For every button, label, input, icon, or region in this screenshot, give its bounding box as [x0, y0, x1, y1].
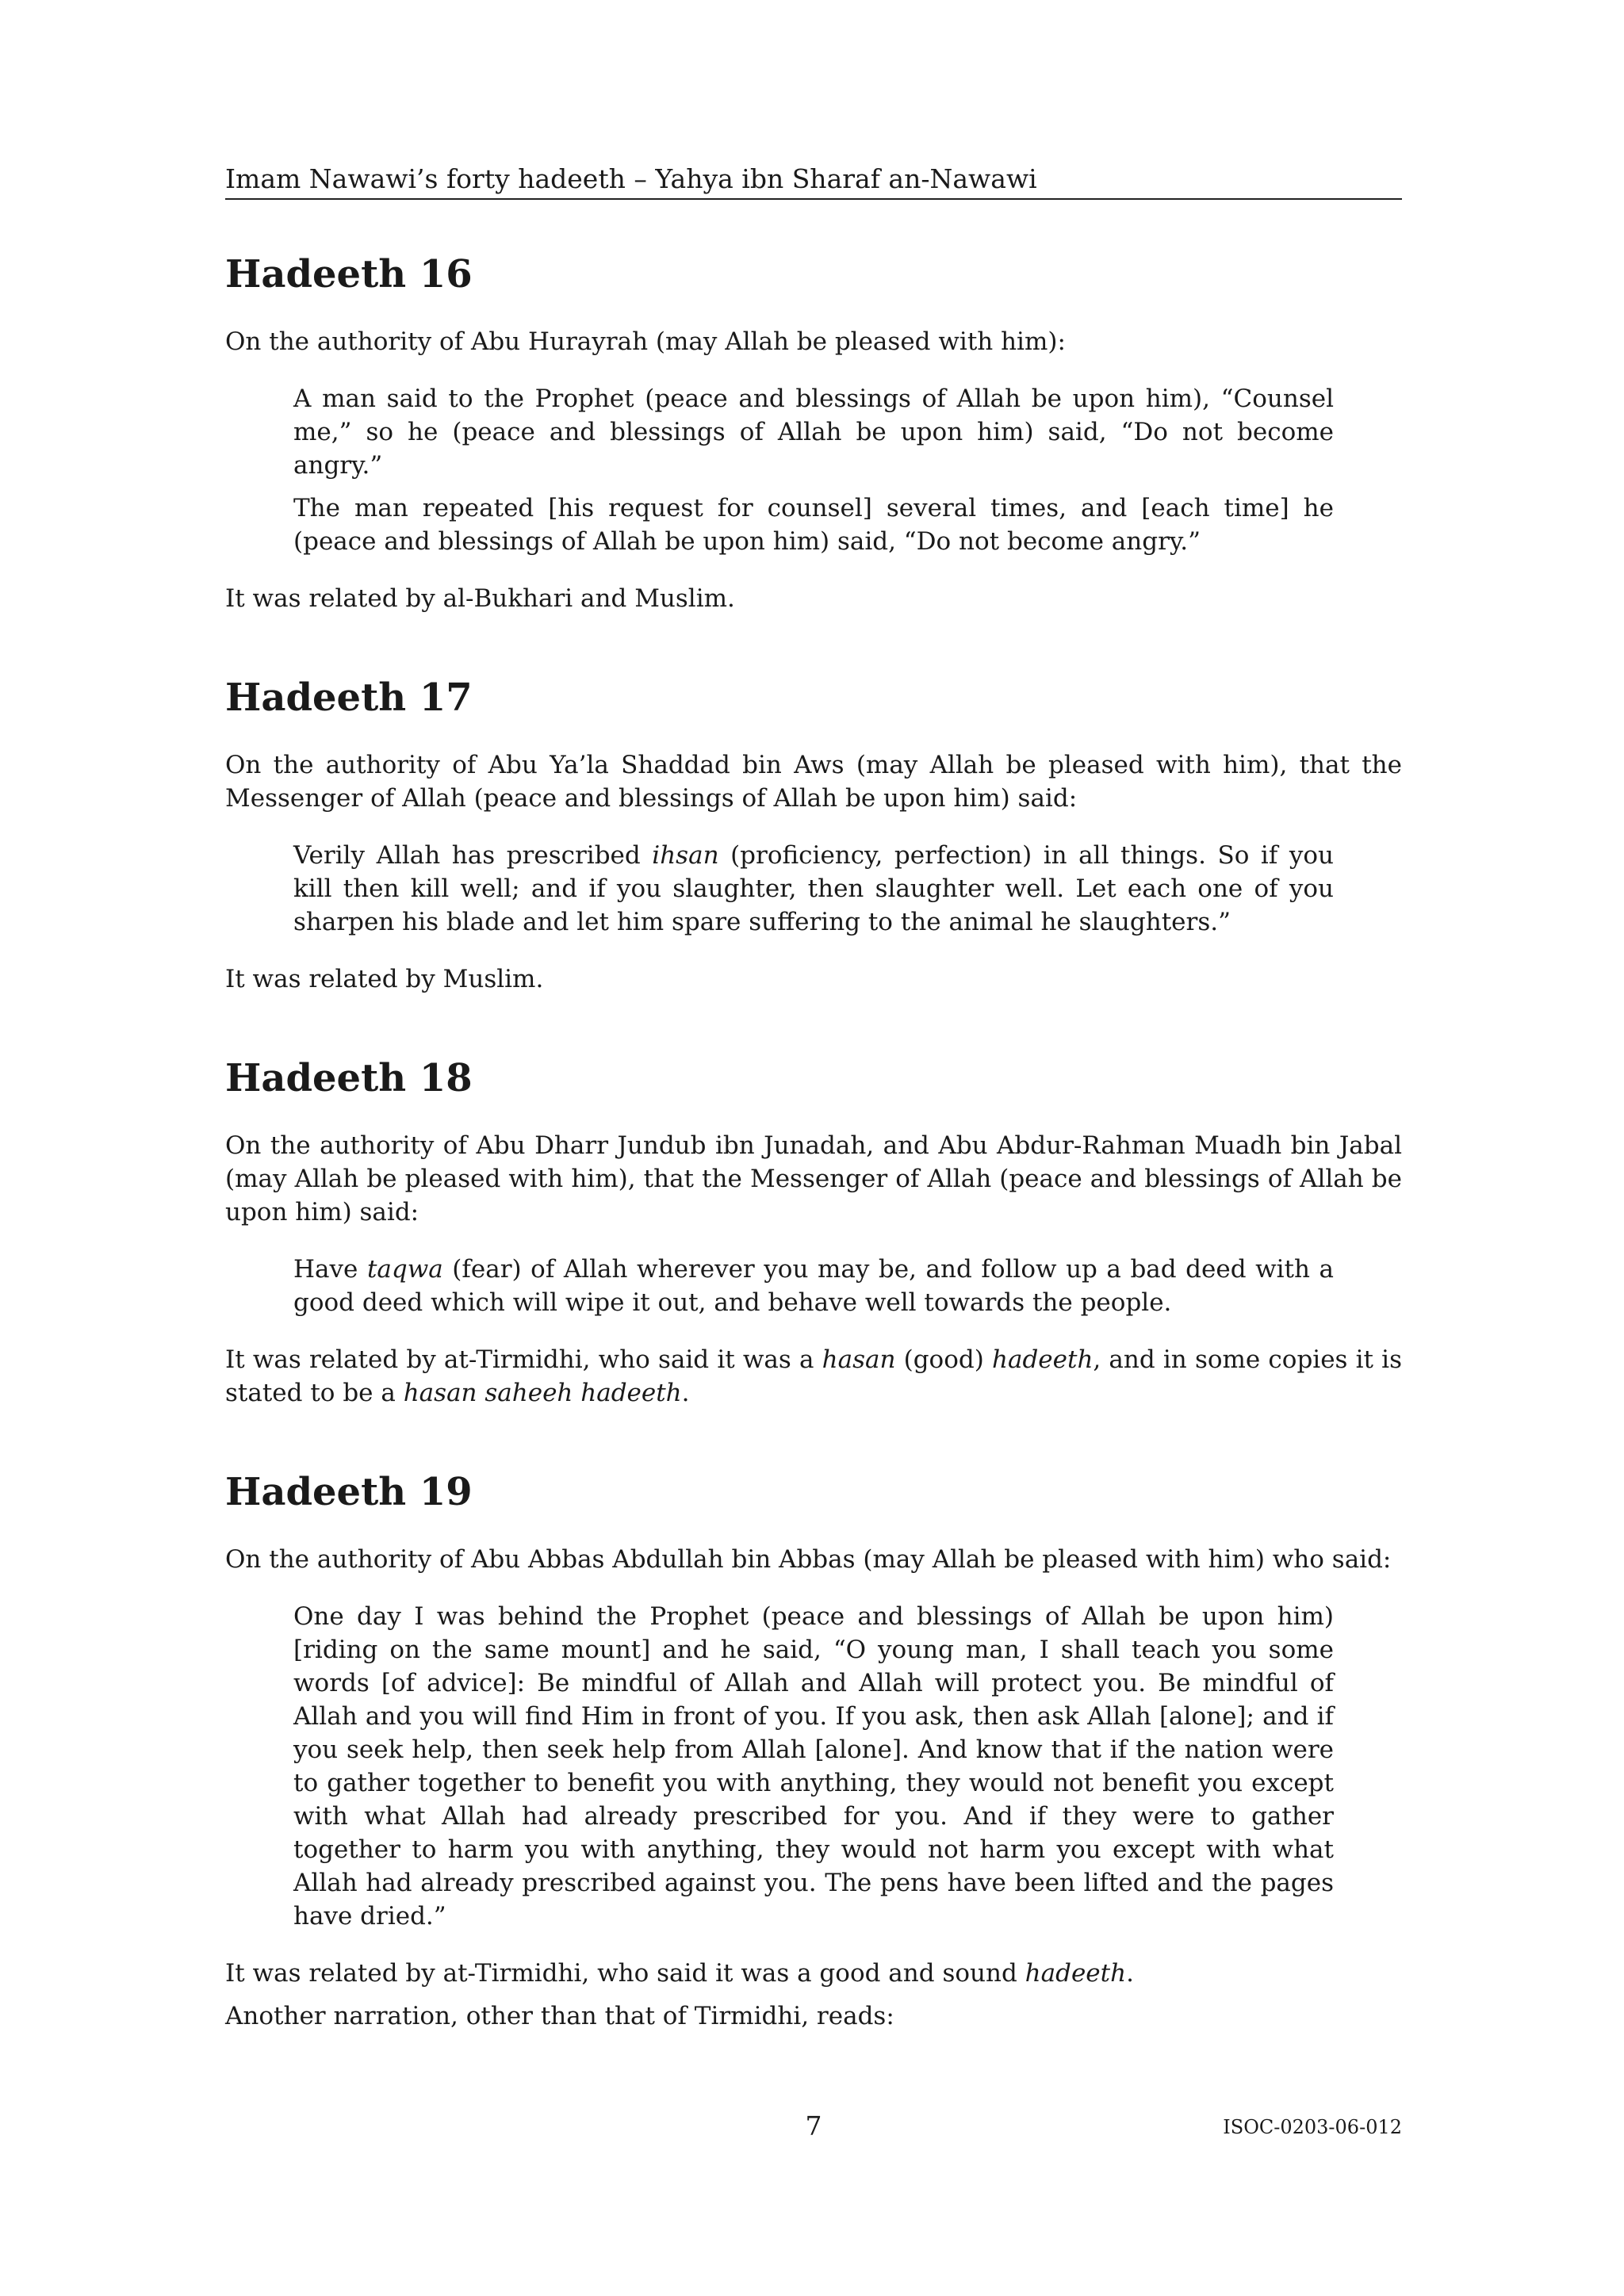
hadeeth-18-source-term-1: hasan: [822, 1345, 896, 1374]
hadeeth-17-quote-text-2: (proficiency, perfection) in all things. So if you kill then kill well; and if you slaughter, then slaughter well. Let each one of you sharpen his blade and let him spare suffering to the animal he slaughters.”: [293, 841, 1335, 936]
hadeeth-18-intro: On the authority of Abu Dharr Jundub ibn Junadah, and Abu Abdur-Rahman Muadh bin Jabal (may Allah be pleased with him), that the Messenger of Allah (peace and blessings of Allah be upon him) said:: [225, 1131, 1402, 1226]
hadeeth-18-source-text-1: It was related by at-Tirmidhi, who said it was a: [225, 1345, 822, 1374]
hadeeth-19-quote-para: One day I was behind the Prophet (peace and blessings of Allah be upon him) [riding on the same mount] and he said, “O young man, I shall teach you some words [of advice]: Be mindful of Allah and Allah will protect you. Be mindful of Allah and you will find Him in front of you. If you ask, then ask Allah [alone]; and if you seek help, then seek help from Allah [alone]. And know that if the nation were to gather together to benefit you with anything, they would not benefit you except with what Allah had already prescribed for you. And if they were to gather together to harm you with anything, they would not harm you except with what Allah had already prescribed against you. The pens have been lifted and the pages have dried.”: [293, 1602, 1334, 1931]
hadeeth-18-source: [225, 1343, 1402, 1410]
hadeeth-16-source: It was related by al-Bukhari and Muslim.: [225, 584, 735, 613]
hadeeth-18-quote-term: taqwa: [366, 1255, 443, 1284]
hadeeth-18-section: [225, 1054, 1402, 1410]
hadeeth-19-title: Hadeeth 19: [225, 1470, 473, 1514]
hadeeth-17-section: [225, 674, 1402, 996]
hadeeth-18-quote: [293, 1253, 1334, 1319]
hadeeth-16-intro: On the authority of Abu Hurayrah (may Allah be pleased with him):: [225, 327, 1066, 356]
hadeeth-16-section: [225, 251, 1402, 615]
hadeeth-17-source: It was related by Muslim.: [225, 965, 544, 993]
hadeeth-18-source-text-4: .: [681, 1379, 690, 1407]
hadeeth-17-quote-term: ihsan: [652, 841, 719, 870]
hadeeth-18-title: Hadeeth 18: [225, 1056, 473, 1100]
hadeeth-19-intro: On the authority of Abu Abbas Abdullah bin Abbas (may Allah be pleased with him) who said:: [225, 1545, 1392, 1574]
page-content: [225, 251, 1402, 2091]
hadeeth-19-source-term: hadeeth: [1025, 1959, 1127, 1988]
hadeeth-18-source-text-3: , and in some copies it is stated to be a: [225, 1345, 1403, 1407]
hadeeth-16-quote-para-1: A man said to the Prophet (peace and blessings of Allah be upon him), “Counsel me,” so he (peace and blessings of Allah be upon him) said, “Do not become angry.”: [293, 385, 1334, 480]
hadeeth-16-quote: [293, 382, 1334, 558]
hadeeth-19-quote: [293, 1600, 1334, 1933]
hadeeth-16-title: Hadeeth 16: [225, 252, 473, 297]
hadeeth-18-quote-para: [293, 1253, 1334, 1319]
hadeeth-17-title: Hadeeth 17: [225, 675, 473, 720]
page-number: 7: [805, 2110, 822, 2141]
hadeeth-17-intro: On the authority of Abu Ya’la Shaddad bin Aws (may Allah be pleased with him), that the Messenger of Allah (peace and blessings of Allah be upon him) said:: [225, 751, 1402, 813]
hadeeth-19-closing: Another narration, other than that of Tirmidhi, reads:: [225, 2002, 894, 2030]
hadeeth-18-source-text-2: (good): [895, 1345, 992, 1374]
hadeeth-16-quote-para-2: The man repeated [his request for counsel] several times, and [each time] he (peace and blessings of Allah be upon him) said, “Do not become angry.”: [293, 494, 1334, 556]
hadeeth-18-source-term-2: hadeeth: [992, 1345, 1094, 1374]
hadeeth-19-source-text-2: .: [1126, 1959, 1134, 1988]
hadeeth-18-source-term-3: hasan saheeh hadeeth: [403, 1379, 682, 1407]
hadeeth-17-quote-para: [293, 839, 1334, 939]
document-page: [225, 0, 1402, 2296]
hadeeth-17-quote: [293, 839, 1334, 939]
running-header: Imam Nawawi’s forty hadeeth – Yahya ibn Sharaf an-Nawawi: [225, 163, 1402, 200]
hadeeth-17-quote-text-1: Verily Allah has prescribed: [293, 841, 653, 870]
hadeeth-19-source: [225, 1957, 1402, 1990]
hadeeth-19-section: [225, 1468, 1402, 2033]
document-code: ISOC-0203-06-012: [1223, 2116, 1402, 2138]
hadeeth-19-source-text-1: It was related by at-Tirmidhi, who said it was a good and sound: [225, 1959, 1025, 1988]
hadeeth-18-quote-text-1: Have: [293, 1255, 367, 1284]
hadeeth-18-quote-text-2: (fear) of Allah wherever you may be, and follow up a bad deed with a good deed which will wipe it out, and behave well towards the people.: [293, 1255, 1335, 1317]
